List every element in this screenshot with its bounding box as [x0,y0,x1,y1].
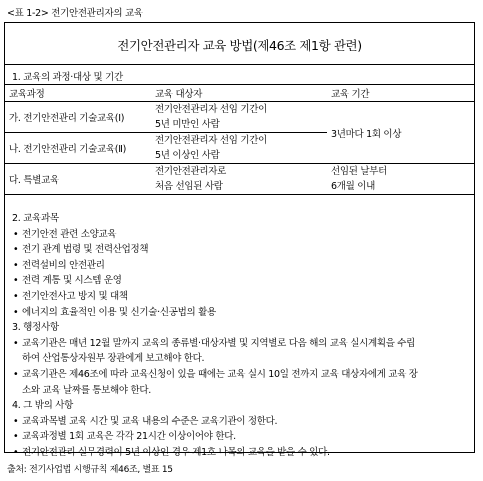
header-course: 교육과정 [5,85,151,102]
table-caption: <표 1-2> 전기안전관리자의 교육 [7,8,143,19]
list-item [12,242,472,258]
list-item-text: 전기 관계 법령 및 전력산업정책 [22,244,149,256]
list-item-line: 하여 산업통상자원부 장관에게 보고해야 한다. [22,353,205,365]
document-title: 전기안전관리자 교육 방법(제46조 제1항 관련) [117,38,362,53]
target-line: 전기안전관리자 선임 기간이 [155,135,267,146]
table-row [5,102,474,133]
document-frame [4,22,475,458]
bullet-icon: • [13,244,19,256]
target-cell [151,102,327,133]
list-item-text: 전기안전사고 방지 및 대책 [22,290,128,302]
list-item-line: 교육기관은 제46조에 따라 교육신청이 있을 때에는 교육 실시 10일 전까지 교육 대상자에게 교육 장 [22,368,418,380]
bullet-icon: • [13,290,19,302]
bullet-icon: • [13,259,19,271]
bullet-icon: • [13,228,19,240]
period-cell: 3년마다 1회 이상 [327,102,474,164]
bullet-icon: • [13,368,19,380]
list-item-text: 전력 계통 및 시스템 운영 [22,275,122,287]
bullet-icon: • [13,337,19,349]
list-item-line: 소와 교육 날짜를 통보해야 한다. [22,384,152,396]
list-item-line: 교육기관은 매년 12월 말까지 교육의 종류별·대상자별 및 지역별로 다음 해의 교육 실시계획을 수립 [22,337,416,349]
section4-heading: 4. 그 밖의 사항 [12,400,74,412]
period-line: 선임된 날부터 [331,166,387,177]
source-note: 출처: 전기사업법 시행규칙 제46조, 별표 15 [7,465,173,475]
bullet-icon: • [13,275,19,287]
list-item [12,429,472,445]
target-line: 처음 선임된 사람 [155,181,223,192]
section1-heading: 1. 교육의 과정·대상 및 기간 [12,72,123,83]
list-item-text: 전기안전관리 실무경력이 5년 이상인 경우 제1호 나목의 교육을 받을 수 있다. [22,446,330,458]
header-target: 교육 대상자 [151,85,327,102]
bullet-icon: • [13,431,19,443]
bullet-icon: • [13,446,19,458]
list-item [12,336,472,367]
list-item [12,305,472,321]
course-cell: 나. 전기안전관리 기술교육(Ⅱ) [5,133,151,164]
list-item-text: 교육과목별 교육 시간 및 교육 내용의 수준은 교육기관이 정한다. [22,415,278,427]
target-line: 전기안전관리자로 [155,166,227,177]
list-item [12,273,472,289]
target-cell [151,164,327,195]
body-sections [12,211,472,461]
list-item-text: 전력설비의 안전관리 [22,259,105,271]
bullet-icon: • [13,415,19,427]
list-item-text: 전기안전 관련 소양교육 [22,228,117,240]
section3-heading: 3. 행정사항 [12,322,59,334]
list-item [12,258,472,274]
header-period: 교육 기간 [327,85,474,102]
table-row [5,164,474,195]
course-cell: 가. 전기안전관리 기술교육(Ⅰ) [5,102,151,133]
target-line: 5년 미만인 사람 [155,119,220,130]
list-item [12,414,472,430]
course-cell: 다. 특별교육 [5,164,151,195]
target-line: 전기안전관리자 선임 기간이 [155,104,267,115]
period-line: 6개월 이내 [331,181,375,192]
list-item-text: 에너지의 효율적인 이용 및 신기술·신공법의 활용 [22,306,216,318]
table-header-row [5,85,474,102]
list-item-text: 교육과정별 1회 교육은 각각 21시간 이상이어야 한다. [22,431,236,443]
list-item [12,367,472,398]
list-item [12,445,472,461]
title-divider [5,64,474,65]
bullet-icon: • [13,306,19,318]
list-item [12,227,472,243]
list-item [12,289,472,305]
target-cell [151,133,327,164]
period-cell [327,164,474,195]
section2-heading: 2. 교육과목 [12,213,59,224]
target-line: 5년 이상인 사람 [155,150,220,161]
education-table [5,84,474,195]
